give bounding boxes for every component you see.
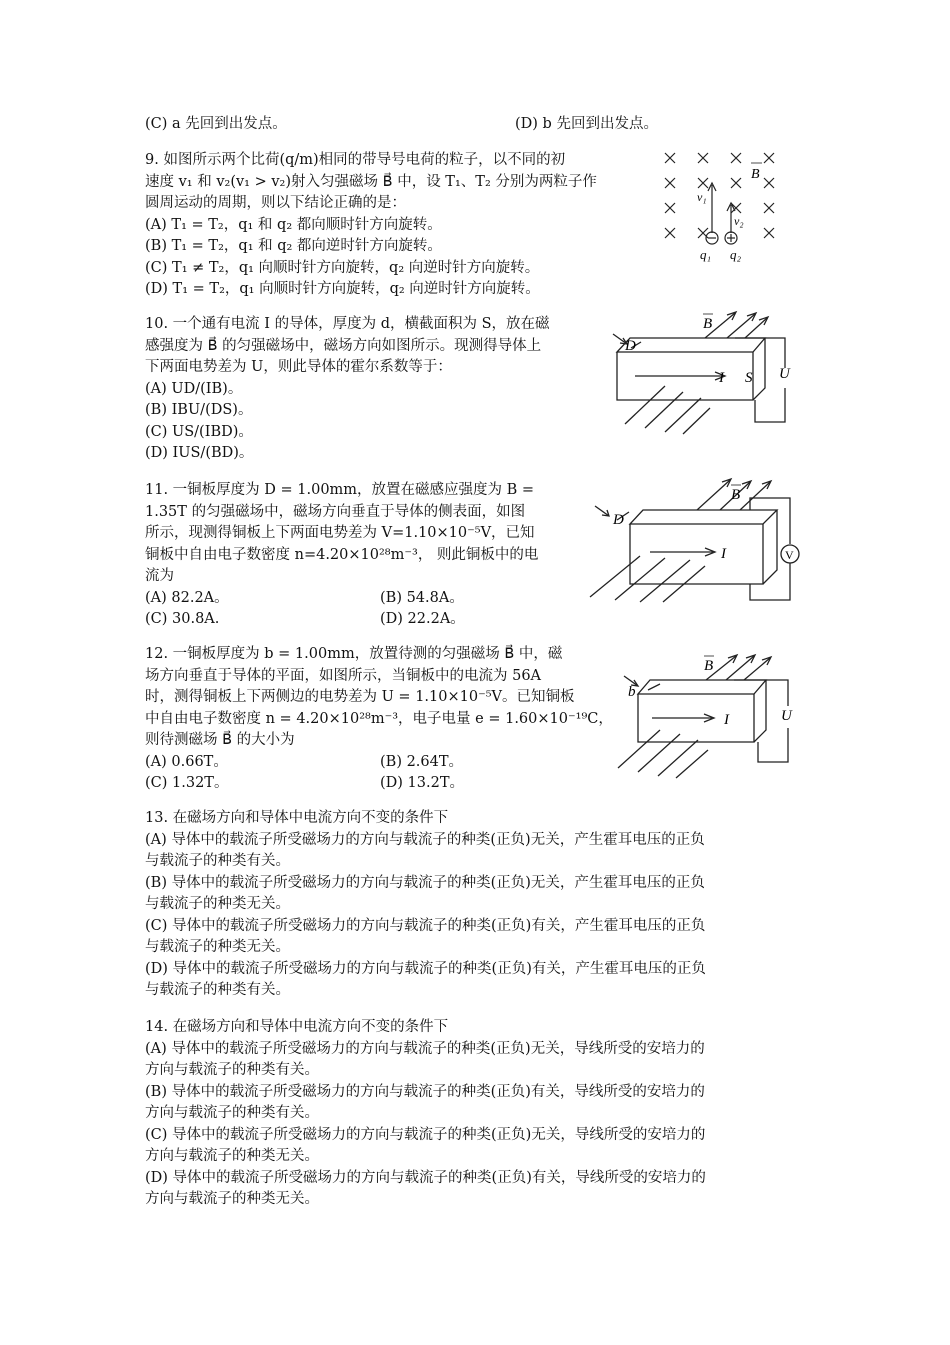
question-14-option-c-cont: 方向与载流子的种类无关。	[145, 1148, 319, 1164]
question-9-option-c: (C) T₁ ≠ T₂，q₁ 向顺时针方向旋转，q₂ 向逆时针方向旋转。	[145, 259, 540, 276]
b-field-label: B	[704, 658, 714, 674]
option-d: (D) b 先回到出发点。	[515, 116, 658, 132]
question-9-option-a: (A) T₁ = T₂，q₁ 和 q₂ 都向顺时针方向旋转。	[145, 216, 442, 233]
question-14-option-d-cont: 方向与载流子的种类无关。	[145, 1191, 319, 1207]
question-12-line-3: 时，测得铜板上下两侧边的电势差为 U = 1.10×10⁻⁵V。已知铜板	[145, 689, 575, 705]
figure-q10-hall-conductor	[605, 308, 805, 442]
question-14-option-a: (A) 导体中的载流子所受磁场力的方向与载流子的种类(正负)无关，导线所受的安培力的	[145, 1040, 705, 1057]
d-label: D	[613, 512, 624, 528]
current-label: I	[719, 370, 724, 386]
figure-q11-copper-plate	[585, 472, 810, 611]
question-13-option-d: (D) 导体中的载流子所受磁场力的方向与载流子的种类(正负)有关，产生霍耳电压的正负	[145, 960, 706, 977]
top-options	[145, 114, 810, 136]
question-10-line-1: 10. 一个通有电流 I 的导体，厚度为 d，横截面积为 S，放在磁	[145, 316, 550, 332]
question-9-option-d: (D) T₁ = T₂，q₁ 向顺时针方向旋转，q₂ 向逆时针方向旋转。	[145, 281, 540, 297]
question-11-line-4: 铜板中自由电子数密度 n=4.20×10²⁸m⁻³， 则此铜板中的电	[145, 546, 539, 563]
question-14-option-d: (D) 导体中的载流子所受磁场力的方向与载流子的种类(正负)有关，导线所受的安培力的	[145, 1169, 706, 1186]
question-11	[145, 480, 625, 631]
question-12-options-row-2	[145, 773, 625, 795]
v1-label: v₁	[697, 190, 707, 204]
q1-label: q₁	[700, 247, 712, 262]
question-11-option-a: (A) 82.2A。	[145, 589, 229, 606]
b-thickness-label: b	[628, 684, 636, 700]
question-12-line-1: 12. 一铜板厚度为 b = 1.00mm，放置待测的匀强磁场 B⃗ 中，磁	[145, 646, 563, 662]
question-10-option-b: (B) IBU/(DS)。	[145, 402, 253, 418]
question-10-option-c: (C) US/(IBD)。	[145, 423, 253, 440]
b-field-label: B	[703, 316, 713, 332]
voltage-label: U	[781, 708, 792, 724]
question-14-option-c: (C) 导体中的载流子所受磁场力的方向与载流子的种类(正负)无关，导线所受的安培力的	[145, 1126, 706, 1143]
question-10-option-d: (D) IUS/(BD)。	[145, 445, 254, 461]
question-11-line-3: 所示，现测得铜板上下两面电势差为 V=1.10×10⁻⁵V，已知	[145, 525, 535, 541]
v2-label: v₂	[734, 214, 744, 228]
question-10-option-a: (A) UD/(IB)。	[145, 380, 243, 397]
option-c: (C) a 先回到出发点。	[145, 116, 287, 132]
current-label: I	[724, 712, 729, 728]
question-12-option-a: (A) 0.66T。	[145, 753, 228, 770]
question-11-option-b: (B) 54.8A。	[380, 589, 464, 606]
question-12-option-c: (C) 1.32T。	[145, 775, 229, 791]
question-11-line-5: 流为	[145, 568, 174, 584]
question-12	[145, 644, 625, 795]
figure-q12-copper-plate	[612, 650, 807, 784]
question-11-line-1: 11. 一铜板厚度为 D = 1.00mm，放置在磁感应强度为 B =	[145, 482, 535, 498]
d-label: D	[625, 338, 636, 354]
question-12-option-b: (B) 2.64T。	[380, 753, 464, 770]
field-cross-marks	[665, 153, 774, 238]
question-13-option-c-cont: 与载流子的种类无关。	[145, 939, 290, 955]
question-12-options-row-1	[145, 752, 625, 774]
question-14-option-b: (B) 导体中的载流子所受磁场力的方向与载流子的种类(正负)有关，导线所受的安培力的	[145, 1083, 705, 1100]
voltmeter-label: V	[785, 548, 794, 562]
b-field-label: B	[731, 487, 741, 503]
question-12-line-4: 中自由电子数密度 n = 4.20×10²⁸m⁻³，电子电量 e = 1.60×10⁻¹⁹C，	[145, 710, 613, 727]
question-14-stem: 14. 在磁场方向和导体中电流方向不变的条件下	[145, 1019, 449, 1035]
question-10-line-3: 下两面电势差为 U，则此导体的霍尔系数等于：	[145, 359, 452, 375]
question-11-option-c: (C) 30.8A.	[145, 611, 220, 627]
question-14-option-a-cont: 方向与载流子的种类有关。	[145, 1062, 319, 1078]
question-13-option-b-cont: 与载流子的种类无关。	[145, 896, 290, 912]
question-11-option-d: (D) 22.2A。	[380, 611, 465, 627]
question-14-option-b-cont: 方向与载流子的种类有关。	[145, 1105, 319, 1121]
question-12-option-d: (D) 13.2T。	[380, 775, 465, 791]
question-12-line-5: 则待测磁场 B⃗ 的大小为	[145, 732, 295, 748]
current-label: I	[721, 546, 726, 562]
question-10	[145, 314, 625, 465]
question-13-option-a: (A) 导体中的载流子所受磁场力的方向与载流子的种类(正负)无关，产生霍耳电压的正负	[145, 831, 705, 848]
question-9	[145, 150, 625, 301]
question-13-stem: 13. 在磁场方向和导体中电流方向不变的条件下	[145, 810, 449, 826]
question-14	[145, 1017, 810, 1211]
question-13	[145, 808, 810, 1002]
question-13-option-d-cont: 与载流子的种类有关。	[145, 982, 290, 998]
question-11-options-row-2	[145, 609, 625, 631]
q2-label: q₂	[730, 247, 742, 262]
figure-q9-magnetic-field	[655, 145, 790, 269]
question-9-option-b: (B) T₁ = T₂，q₁ 和 q₂ 都向逆时针方向旋转。	[145, 238, 442, 254]
question-13-option-a-cont: 与载流子的种类有关。	[145, 853, 290, 869]
question-13-option-c: (C) 导体中的载流子所受磁场力的方向与载流子的种类(正负)有关，产生霍耳电压的正负	[145, 917, 706, 934]
question-13-option-b: (B) 导体中的载流子所受磁场力的方向与载流子的种类(正负)无关，产生霍耳电压的正负	[145, 874, 705, 891]
question-9-line-2: 速度 v₁ 和 v₂(v₁ > v₂)射入匀强磁场 B⃗ 中，设 T₁、T₂ 分别为两粒子作	[145, 173, 597, 190]
question-11-options-row-1	[145, 588, 625, 610]
b-field-label: B	[751, 167, 760, 182]
area-label: S	[745, 370, 753, 386]
voltage-label: U	[779, 366, 790, 382]
question-12-line-2: 场方向垂直于导体的平面，如图所示，当铜板中的电流为 56A	[145, 667, 542, 684]
question-10-line-2: 感强度为 B⃗ 的匀强磁场中，磁场方向如图所示。现测得导体上	[145, 337, 542, 354]
question-11-line-2: 1.35T 的匀强磁场中，磁场方向垂直于导体的侧表面，如图	[145, 503, 526, 520]
question-9-line-3: 圆周运动的周期，则以下结论正确的是：	[145, 195, 406, 211]
question-9-line-1: 9. 如图所示两个比荷(q/m)相同的带导号电荷的粒子，以不同的初	[145, 152, 566, 168]
